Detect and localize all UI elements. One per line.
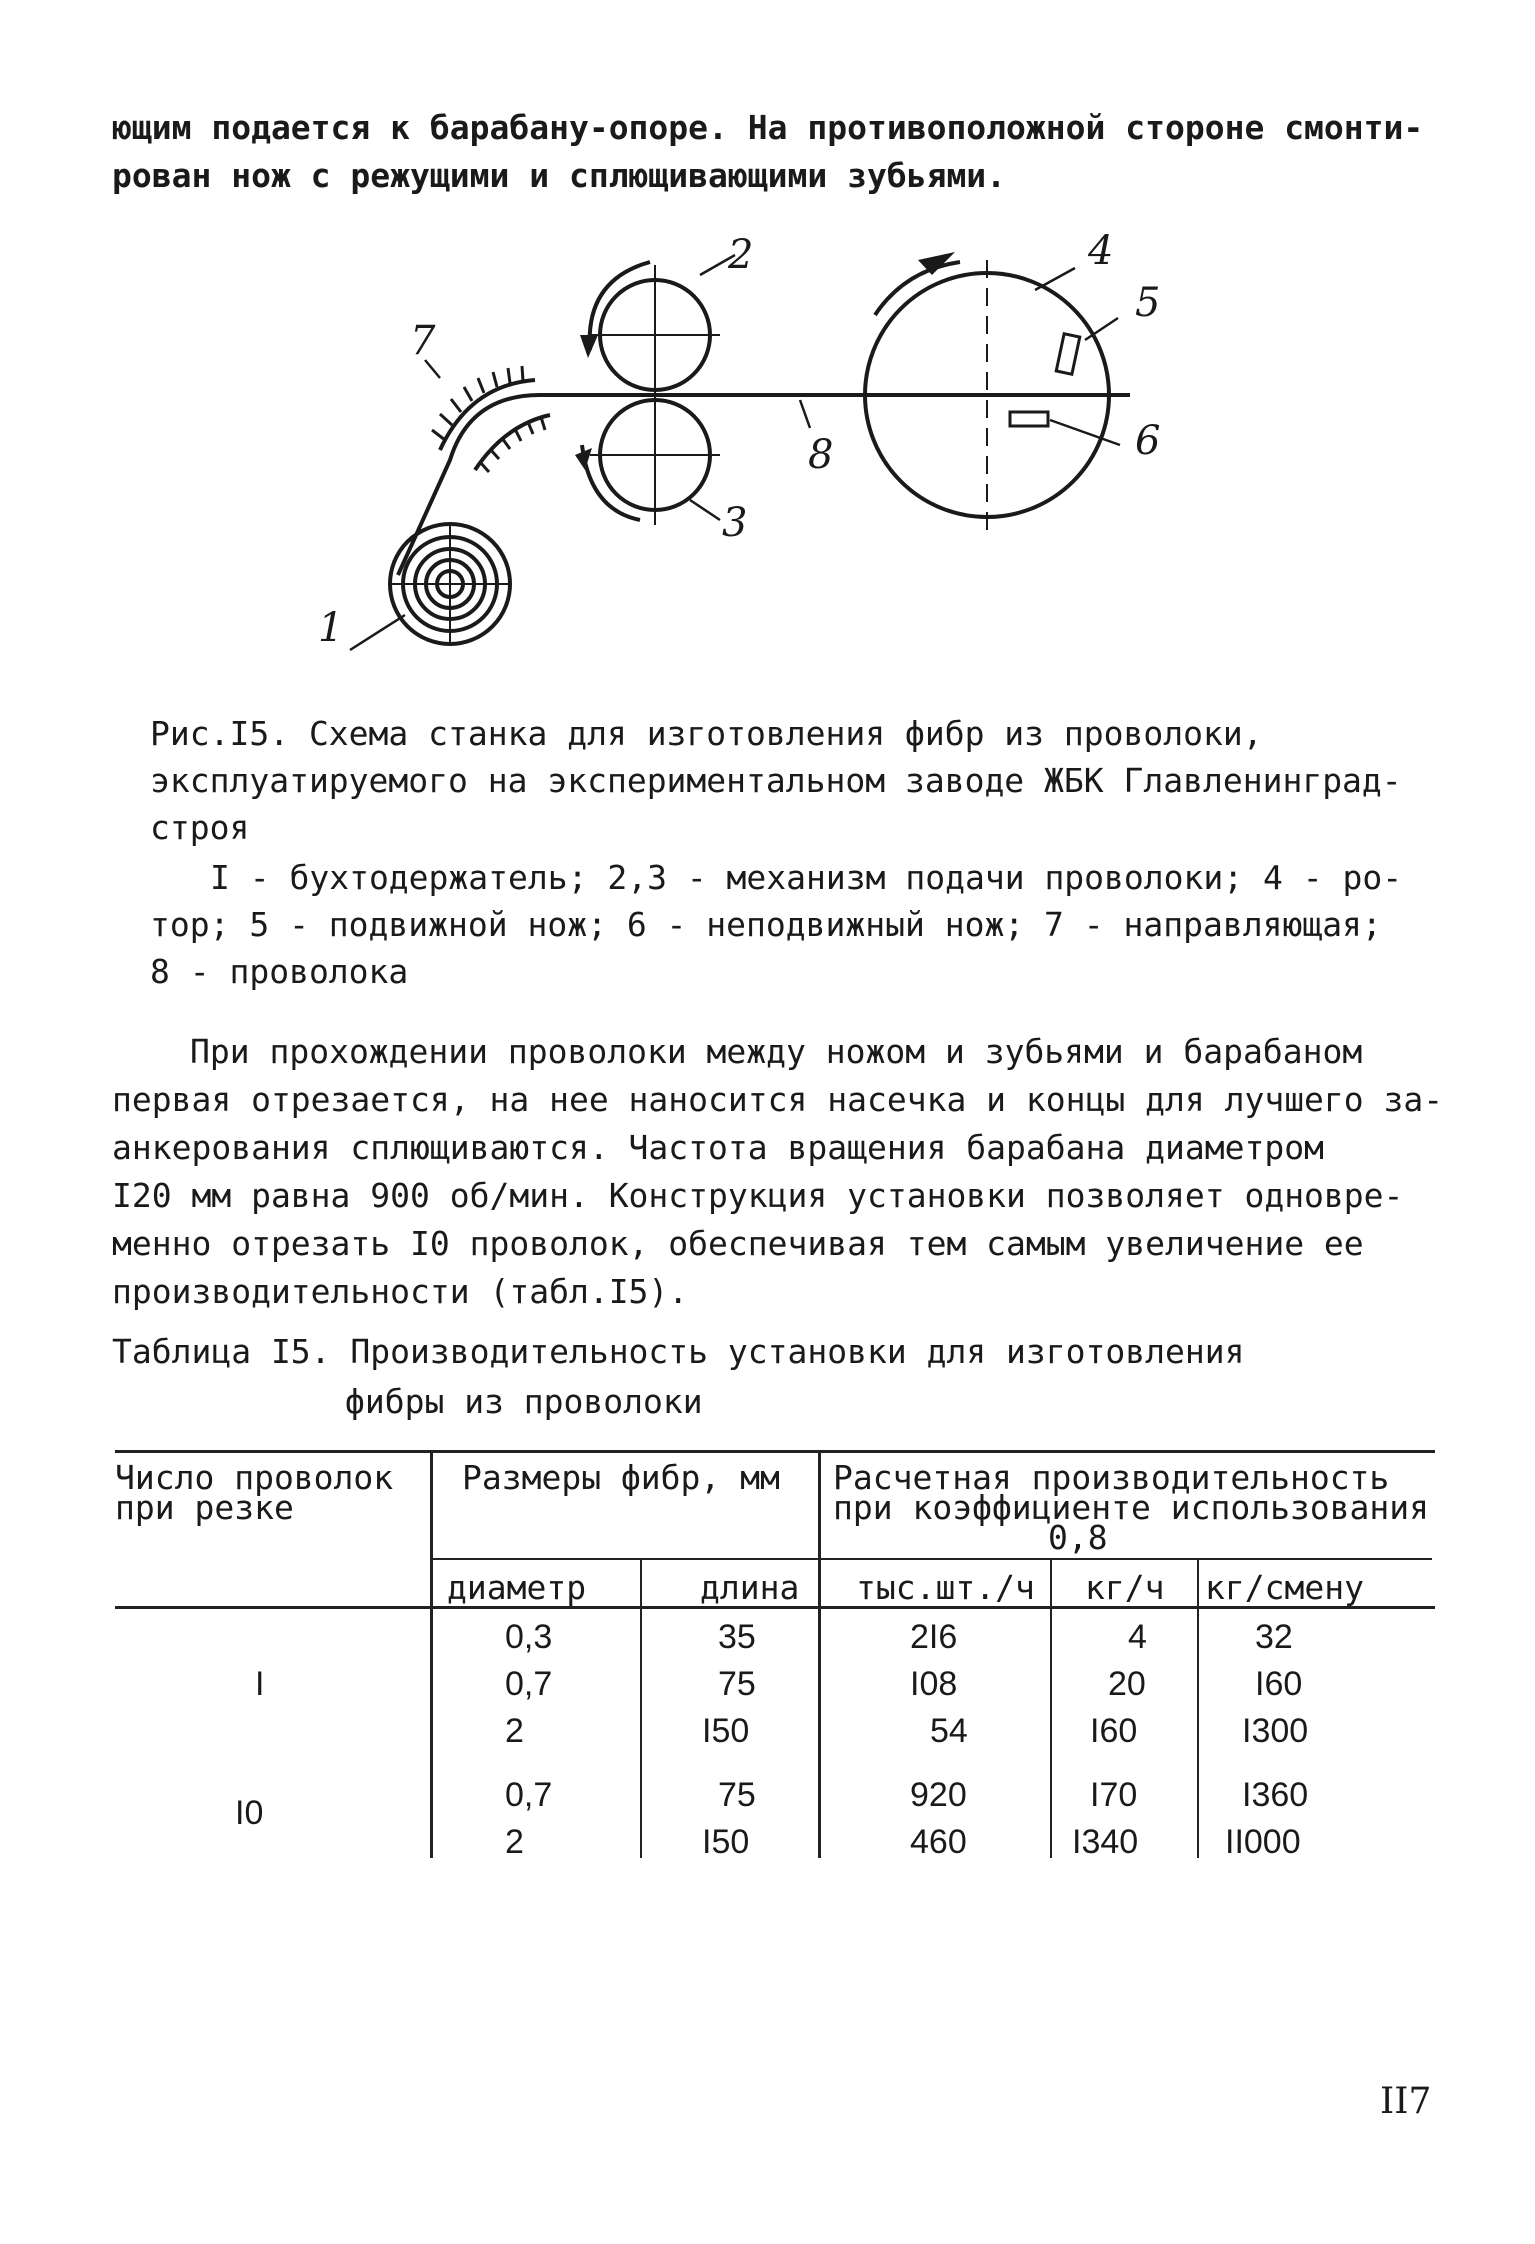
body-line-5: менно отрезать I0 проволок, обеспечивая тем самым увеличение ее	[112, 1224, 1364, 1263]
header-productivity-line-3: 0,8	[1048, 1518, 1108, 1557]
page-number: II7	[1380, 2081, 1432, 2122]
body-line-6: производительности (табл.I5).	[112, 1272, 689, 1311]
label-1: 1	[318, 605, 344, 651]
table-title-line-1: Таблица I5. Производительность установки для изготовления	[112, 1332, 1245, 1371]
lower-roller-arrow	[582, 445, 640, 520]
table-row-2-kgshift: I60	[1255, 1665, 1303, 1703]
figure-caption-line-2: эксплуатируемого на экспериментальном заводе ЖБК Главленинград-	[150, 761, 1402, 800]
figure-caption-line-3: строя	[150, 808, 250, 847]
body-line-3: анкерования сплющиваются. Частота вращения барабана диаметром	[112, 1128, 1324, 1167]
group-count-2: I0	[235, 1794, 264, 1832]
label-7: 7	[410, 318, 436, 364]
movable-knife	[1056, 334, 1080, 374]
table-row-1-kgh: 4	[1128, 1618, 1147, 1656]
table-row-2-thousand: I08	[910, 1665, 958, 1703]
intro-line-1: ющим подается к барабану-опоре. На противоположной стороне смонти-	[112, 108, 1424, 147]
subheader-diameter: диаметр	[447, 1568, 587, 1607]
rotor-arrow	[875, 262, 960, 315]
table-row-1-thousand: 2I6	[910, 1618, 958, 1656]
subheader-length: длина	[700, 1568, 800, 1607]
table-row-3-kgh: I60	[1090, 1712, 1138, 1750]
figure-legend-line-1: I - бухтодержатель; 2,3 - механизм подачи проволоки; 4 - ро-	[210, 858, 1403, 897]
table-row-5-kgh: I340	[1072, 1823, 1139, 1861]
table-col-divider-1	[430, 1450, 433, 1858]
label-3: 3	[722, 500, 748, 546]
figure-legend-line-2: тор; 5 - подвижной нож; 6 - неподвижный нож; 7 - направляющая;	[150, 905, 1382, 944]
wire-path	[398, 395, 1130, 575]
intro-line-2: рован нож с режущими и сплющивающими зубьями.	[112, 156, 1007, 195]
table-subhead-rule	[432, 1558, 1432, 1560]
table-col-divider-2	[640, 1558, 642, 1858]
table-row-5-diameter: 2	[505, 1823, 524, 1861]
table-col-divider-4	[1050, 1558, 1052, 1858]
fixed-knife	[1010, 412, 1048, 426]
label-6: 6	[1135, 418, 1161, 464]
table-row-3-kgshift: I300	[1242, 1712, 1309, 1750]
table-row-4-length: 75	[718, 1776, 756, 1814]
label-8: 8	[808, 432, 834, 478]
machine-schematic	[0, 0, 1535, 700]
body-line-2: первая отрезается, на нее наносится насечка и концы для лучшего за-	[112, 1080, 1444, 1119]
header-productivity-line-1: Расчетная производительность	[833, 1458, 1390, 1497]
table-row-4-thousand: 920	[910, 1776, 967, 1814]
table-top-rule	[115, 1450, 1435, 1453]
header-productivity-line-2: при коэффициенте использования	[833, 1488, 1430, 1527]
figure-caption-line-1: Рис.I5. Схема станка для изготовления фибр из проволоки,	[150, 714, 1263, 753]
subheader-thousand-per-hour: тыс.шт./ч	[856, 1568, 1035, 1607]
label-4: 4	[1088, 228, 1114, 274]
subheader-kg-per-hour: кг/ч	[1085, 1568, 1165, 1607]
table-row-5-kgshift: II000	[1225, 1823, 1301, 1861]
table-row-3-diameter: 2	[505, 1712, 524, 1750]
table-row-1-length: 35	[718, 1618, 756, 1656]
wire-coil	[390, 524, 510, 644]
header-wire-count-line-2: при резке	[115, 1488, 294, 1527]
body-line-1: При прохождении проволоки между ножом и зубьями и барабаном	[190, 1032, 1363, 1071]
table-row-5-thousand: 460	[910, 1823, 967, 1861]
table-row-4-kgh: I70	[1090, 1776, 1138, 1814]
group-count-1: I	[255, 1665, 265, 1703]
body-line-4: I20 мм равна 900 об/мин. Конструкция установки позволяет одновре-	[112, 1176, 1404, 1215]
figure-legend-line-3: 8 - проволока	[150, 952, 409, 991]
table-row-3-thousand: 54	[930, 1712, 968, 1750]
table-col-divider-5	[1197, 1558, 1199, 1858]
table-row-5-length: I50	[702, 1823, 750, 1861]
table-row-2-kgh: 20	[1108, 1665, 1146, 1703]
label-5: 5	[1135, 280, 1161, 326]
subheader-kg-per-shift: кг/смену	[1205, 1568, 1364, 1607]
label-2: 2	[728, 232, 754, 278]
table-row-3-length: I50	[702, 1712, 750, 1750]
table-row-1-diameter: 0,3	[505, 1618, 553, 1656]
table-row-4-kgshift: I360	[1242, 1776, 1309, 1814]
header-wire-count-line-1: Число проволок	[115, 1458, 394, 1497]
header-fiber-sizes: Размеры фибр, мм	[462, 1458, 780, 1497]
table-row-4-diameter: 0,7	[505, 1776, 553, 1814]
table-row-2-length: 75	[718, 1665, 756, 1703]
table-title-line-2: фибры из проволоки	[345, 1382, 703, 1421]
lower-guide-arc	[475, 415, 550, 470]
table-row-1-kgshift: 32	[1255, 1618, 1293, 1656]
table-col-divider-3	[818, 1450, 821, 1858]
table-row-2-diameter: 0,7	[505, 1665, 553, 1703]
